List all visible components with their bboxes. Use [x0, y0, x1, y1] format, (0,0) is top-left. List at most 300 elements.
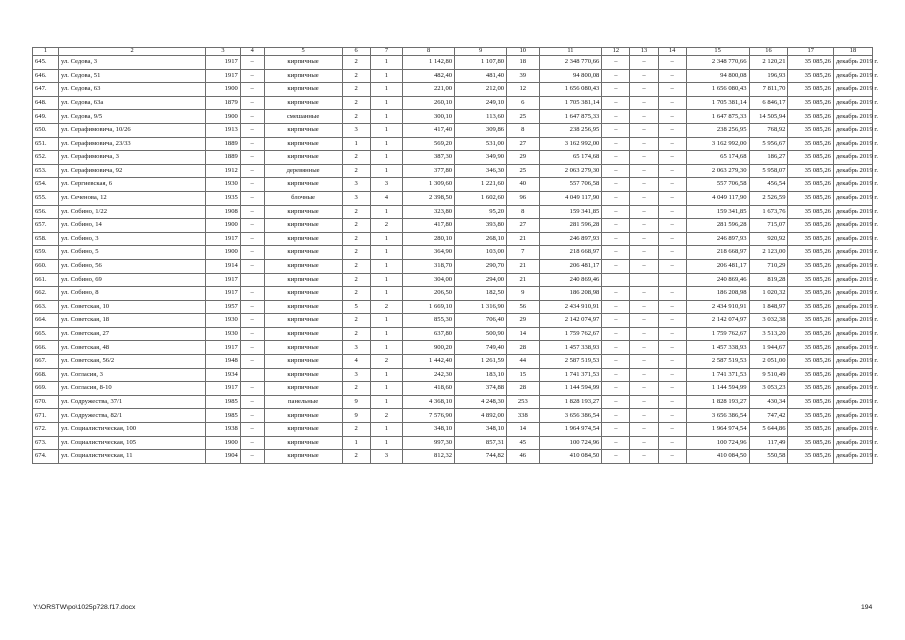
table-cell-col-5: кирпичные: [264, 273, 342, 287]
table-cell-col-8: 1 309,60: [403, 178, 455, 192]
table-cell-col-2: ул. Седова, 63а: [58, 96, 205, 110]
table-cell-col-18: декабрь 2019 г.: [833, 341, 872, 355]
table-cell-col-4: –: [240, 191, 264, 205]
table-cell-col-9: 290,70: [455, 259, 507, 273]
table-cell-col-8: 387,30: [403, 151, 455, 165]
table-cell-col-12: –: [602, 151, 630, 165]
table-cell-col-15: 4 049 117,90: [686, 191, 749, 205]
table-header: [33, 48, 873, 56]
table-cell-col-11: 159 341,85: [539, 205, 602, 219]
table-cell-col-9: 268,10: [455, 232, 507, 246]
table-cell-col-16: 715,07: [749, 219, 788, 233]
table-cell-col-14: –: [658, 110, 686, 124]
table-cell-col-7: 1: [370, 273, 402, 287]
table-cell-col-17: 35 085,26: [788, 287, 833, 301]
table-cell-col-10: 25: [507, 164, 539, 178]
table-cell-col-18: декабрь 2019 г.: [833, 69, 872, 83]
table-cell-col-15: 557 706,58: [686, 178, 749, 192]
table-cell-col-16: 1 848,97: [749, 300, 788, 314]
table-cell-col-2: ул. Советская, 48: [58, 341, 205, 355]
table-cell-col-8: 323,80: [403, 205, 455, 219]
table-cell-col-14: –: [658, 300, 686, 314]
table-cell-col-6: 1: [342, 436, 370, 450]
table-cell-col-13: –: [630, 355, 658, 369]
table-cell-col-2: ул. Седова, 9/5: [58, 110, 205, 124]
table-cell-col-14: –: [658, 246, 686, 260]
table-cell-col-11: 2 063 279,30: [539, 164, 602, 178]
table-cell-col-9: 706,40: [455, 314, 507, 328]
table-cell-col-11: 94 800,08: [539, 69, 602, 83]
table-cell-col-4: –: [240, 314, 264, 328]
table-cell-col-1: 660.: [33, 259, 59, 273]
table-cell-col-2: ул. Советская, 56/2: [58, 355, 205, 369]
table-cell-col-5: кирпичные: [264, 205, 342, 219]
table-cell-col-9: 249,10: [455, 96, 507, 110]
table-cell-col-3: 1879: [206, 96, 241, 110]
table-row: [33, 219, 873, 233]
table-cell-col-14: –: [658, 56, 686, 70]
table-cell-col-17: 35 085,26: [788, 341, 833, 355]
table-cell-col-6: 3: [342, 123, 370, 137]
table-cell-col-18: декабрь 2019 г.: [833, 314, 872, 328]
table-cell-col-5: кирпичные: [264, 56, 342, 70]
table-row: [33, 205, 873, 219]
table-cell-col-5: кирпичные: [264, 382, 342, 396]
table-cell-col-2: ул. Собино, 5: [58, 246, 205, 260]
table-cell-col-16: 2 051,00: [749, 355, 788, 369]
table-cell-col-7: 1: [370, 368, 402, 382]
table-cell-col-12: [602, 273, 630, 287]
table-cell-col-8: 280,10: [403, 232, 455, 246]
table-cell-col-13: [630, 273, 658, 287]
table-cell-col-15: 246 897,93: [686, 232, 749, 246]
table-cell-col-14: –: [658, 409, 686, 423]
table-cell-col-1: 657.: [33, 219, 59, 233]
table-cell-col-4: –: [240, 327, 264, 341]
table-cell-col-4: [240, 368, 264, 382]
table-cell-col-8: 1 142,80: [403, 56, 455, 70]
table-cell-col-17: 35 085,26: [788, 191, 833, 205]
table-cell-col-15: 1 964 974,54: [686, 423, 749, 437]
table-cell-col-3: 1889: [206, 151, 241, 165]
table-cell-col-10: 29: [507, 314, 539, 328]
table-cell-col-11: 238 256,95: [539, 123, 602, 137]
table-cell-col-11: 2 587 519,53: [539, 355, 602, 369]
table-cell-col-5: кирпичные: [264, 137, 342, 151]
table-cell-col-14: –: [658, 137, 686, 151]
table-cell-col-16: 196,93: [749, 69, 788, 83]
table-cell-col-18: декабрь 2019 г.: [833, 151, 872, 165]
table-cell-col-11: 3 162 992,00: [539, 137, 602, 151]
table-cell-col-8: 417,80: [403, 219, 455, 233]
table-cell-col-9: 857,31: [455, 436, 507, 450]
table-cell-col-1: 667.: [33, 355, 59, 369]
table-cell-col-11: 1 656 080,43: [539, 83, 602, 97]
table-cell-col-12: –: [602, 205, 630, 219]
table-cell-col-13: –: [630, 83, 658, 97]
table-cell-col-6: 2: [342, 314, 370, 328]
table-cell-col-12: –: [602, 178, 630, 192]
table-cell-col-12: –: [602, 110, 630, 124]
table-row: [33, 178, 873, 192]
table-cell-col-10: 46: [507, 450, 539, 464]
table-cell-col-11: 410 084,50: [539, 450, 602, 464]
table-cell-col-7: 2: [370, 355, 402, 369]
table-cell-col-12: –: [602, 395, 630, 409]
table-cell-col-8: 300,10: [403, 110, 455, 124]
table-cell-col-4: –: [240, 178, 264, 192]
table-cell-col-13: –: [630, 96, 658, 110]
table-cell-col-1: 674.: [33, 450, 59, 464]
table-cell-col-15: 94 800,08: [686, 69, 749, 83]
table-cell-col-3: 1908: [206, 205, 241, 219]
table-cell-col-4: –: [240, 300, 264, 314]
table-cell-col-7: 1: [370, 151, 402, 165]
table-cell-col-8: 418,60: [403, 382, 455, 396]
table-cell-col-13: –: [630, 287, 658, 301]
table-cell-col-12: –: [602, 164, 630, 178]
table-row: [33, 246, 873, 260]
table-cell-col-12: –: [602, 137, 630, 151]
table-cell-col-14: –: [658, 259, 686, 273]
table-cell-col-6: 2: [342, 450, 370, 464]
table-cell-col-10: 15: [507, 368, 539, 382]
table-cell-col-11: 1 741 371,53: [539, 368, 602, 382]
table-cell-col-3: 1948: [206, 355, 241, 369]
table-cell-col-7: 1: [370, 246, 402, 260]
table-cell-col-18: декабрь 2019 г.: [833, 327, 872, 341]
table-cell-col-17: 35 085,26: [788, 382, 833, 396]
table-cell-col-6: 2: [342, 164, 370, 178]
table-cell-col-5: кирпичные: [264, 450, 342, 464]
table-cell-col-6: 2: [342, 96, 370, 110]
table-cell-col-13: –: [630, 314, 658, 328]
table-cell-col-7: 1: [370, 69, 402, 83]
table-cell-col-18: декабрь 2019 г.: [833, 355, 872, 369]
table-cell-col-15: 1 144 594,99: [686, 382, 749, 396]
table-cell-col-17: 35 085,26: [788, 178, 833, 192]
housing-registry-table: [32, 47, 879, 464]
table-cell-col-8: 637,80: [403, 327, 455, 341]
table-cell-col-2: ул. Сеченова, 12: [58, 191, 205, 205]
table-cell-col-12: –: [602, 287, 630, 301]
table-cell-col-15: 238 256,95: [686, 123, 749, 137]
table-cell-col-3: 1917: [206, 69, 241, 83]
table-cell-col-10: 27: [507, 137, 539, 151]
table-row: [33, 300, 873, 314]
table-cell-col-9: 182,50: [455, 287, 507, 301]
table-cell-col-2: ул. Собино, 3: [58, 232, 205, 246]
table-cell-col-8: 304,00: [403, 273, 455, 287]
table-cell-col-6: 5: [342, 300, 370, 314]
table-cell-col-12: –: [602, 69, 630, 83]
table-cell-col-2: ул. Собино, 14: [58, 219, 205, 233]
table-cell-col-13: –: [630, 395, 658, 409]
column-header-5: 5: [264, 48, 342, 56]
table-cell-col-18: декабрь 2019 г.: [833, 232, 872, 246]
column-header-3: 3: [206, 48, 241, 56]
table-cell-col-15: 1 656 080,43: [686, 83, 749, 97]
table-cell-col-13: –: [630, 56, 658, 70]
table-cell-col-6: 2: [342, 110, 370, 124]
table-cell-col-10: 21: [507, 259, 539, 273]
column-header-7: 7: [370, 48, 402, 56]
table-cell-col-15: 1 828 193,27: [686, 395, 749, 409]
table-cell-col-4: –: [240, 110, 264, 124]
table-cell-col-7: 1: [370, 56, 402, 70]
table-cell-col-5: кирпичные: [264, 259, 342, 273]
table-cell-col-13: –: [630, 368, 658, 382]
table-cell-col-7: 1: [370, 83, 402, 97]
table-cell-col-4: –: [240, 219, 264, 233]
table-cell-col-11: 4 049 117,90: [539, 191, 602, 205]
table-cell-col-11: 1 759 762,67: [539, 327, 602, 341]
table-cell-col-18: декабрь 2019 г.: [833, 436, 872, 450]
table-cell-col-3: 1917: [206, 273, 241, 287]
table-cell-col-6: 2: [342, 423, 370, 437]
table-cell-col-1: 670.: [33, 395, 59, 409]
table-cell-col-5: блочные: [264, 191, 342, 205]
table-cell-col-13: –: [630, 341, 658, 355]
table-cell-col-3: 1917: [206, 382, 241, 396]
table-cell-col-1: 673.: [33, 436, 59, 450]
table-cell-col-18: декабрь 2019 г.: [833, 273, 872, 287]
table-cell-col-11: 3 656 386,54: [539, 409, 602, 423]
table-cell-col-14: –: [658, 232, 686, 246]
table-cell-col-17: 35 085,26: [788, 395, 833, 409]
table-cell-col-6: 3: [342, 191, 370, 205]
column-header-15: 15: [686, 48, 749, 56]
table-cell-col-3: 1914: [206, 259, 241, 273]
table-cell-col-16: 7 811,70: [749, 83, 788, 97]
table-row: [33, 83, 873, 97]
table-cell-col-13: –: [630, 137, 658, 151]
table-cell-col-1: 655.: [33, 191, 59, 205]
table-cell-col-18: декабрь 2019 г.: [833, 368, 872, 382]
table-row: [33, 341, 873, 355]
table-cell-col-9: 348,10: [455, 423, 507, 437]
table-cell-col-6: 9: [342, 395, 370, 409]
table-cell-col-9: 481,40: [455, 69, 507, 83]
table-cell-col-18: декабрь 2019 г.: [833, 246, 872, 260]
table-cell-col-16: 9 510,49: [749, 368, 788, 382]
table-cell-col-2: ул. Содружества, 37/1: [58, 395, 205, 409]
table-cell-col-7: 1: [370, 110, 402, 124]
table-cell-col-7: 3: [370, 450, 402, 464]
table-cell-col-18: декабрь 2019 г.: [833, 83, 872, 97]
table-cell-col-18: декабрь 2019 г.: [833, 300, 872, 314]
table-cell-col-18: декабрь 2019 г.: [833, 191, 872, 205]
table-cell-col-1: 646.: [33, 69, 59, 83]
table-cell-col-6: 2: [342, 56, 370, 70]
table-cell-col-15: 3 162 992,00: [686, 137, 749, 151]
table-cell-col-9: 309,86: [455, 123, 507, 137]
table-cell-col-12: –: [602, 368, 630, 382]
table-cell-col-18: декабрь 2019 г.: [833, 259, 872, 273]
table-cell-col-3: 1889: [206, 137, 241, 151]
table-cell-col-3: 1930: [206, 314, 241, 328]
table-cell-col-14: –: [658, 327, 686, 341]
column-number-row: [33, 48, 873, 56]
table-cell-col-11: 218 668,97: [539, 246, 602, 260]
column-header-17: 17: [788, 48, 833, 56]
table-cell-col-5: кирпичные: [264, 178, 342, 192]
table-cell-col-10: 28: [507, 341, 539, 355]
table-cell-col-13: –: [630, 232, 658, 246]
table-cell-col-2: ул. Серафимовича, 10/26: [58, 123, 205, 137]
table-cell-col-16: 1 944,67: [749, 341, 788, 355]
table-cell-col-8: 1 442,40: [403, 355, 455, 369]
table-cell-col-1: 669.: [33, 382, 59, 396]
table-cell-col-3: 1985: [206, 409, 241, 423]
table-cell-col-12: –: [602, 83, 630, 97]
table-cell-col-9: 393,80: [455, 219, 507, 233]
table-cell-col-9: 95,20: [455, 205, 507, 219]
table-cell-col-10: 25: [507, 110, 539, 124]
table-cell-col-17: 35 085,26: [788, 164, 833, 178]
table-cell-col-4: –: [240, 96, 264, 110]
table-cell-col-4: –: [240, 409, 264, 423]
table-cell-col-8: 7 576,90: [403, 409, 455, 423]
table-cell-col-18: декабрь 2019 г.: [833, 110, 872, 124]
table-cell-col-4: –: [240, 341, 264, 355]
table-cell-col-17: 35 085,26: [788, 56, 833, 70]
table-cell-col-7: 1: [370, 123, 402, 137]
table-cell-col-8: 900,20: [403, 341, 455, 355]
table-cell-col-4: –: [240, 450, 264, 464]
table-cell-col-2: ул. Серафимовича, 3: [58, 151, 205, 165]
table-cell-col-15: 3 656 386,54: [686, 409, 749, 423]
table-cell-col-14: –: [658, 83, 686, 97]
table-cell-col-10: 8: [507, 123, 539, 137]
table-cell-col-5: деревянные: [264, 164, 342, 178]
table-cell-col-3: 1930: [206, 327, 241, 341]
table-cell-col-8: 348,10: [403, 423, 455, 437]
table-cell-col-15: 240 869,46: [686, 273, 749, 287]
table-cell-col-6: 2: [342, 246, 370, 260]
table-cell-col-16: 6 846,17: [749, 96, 788, 110]
table-row: [33, 355, 873, 369]
table-cell-col-17: 35 085,26: [788, 232, 833, 246]
table-cell-col-6: 9: [342, 409, 370, 423]
table-cell-col-10: 29: [507, 151, 539, 165]
table-cell-col-17: 35 085,26: [788, 151, 833, 165]
table-cell-col-10: 96: [507, 191, 539, 205]
table-cell-col-9: 294,00: [455, 273, 507, 287]
table-cell-col-5: кирпичные: [264, 151, 342, 165]
table-row: [33, 232, 873, 246]
table-cell-col-2: ул. Сергиевская, 6: [58, 178, 205, 192]
table-cell-col-11: 186 208,98: [539, 287, 602, 301]
table-cell-col-9: 183,10: [455, 368, 507, 382]
table-cell-col-1: 648.: [33, 96, 59, 110]
table-cell-col-9: 212,00: [455, 83, 507, 97]
table-cell-col-6: 1: [342, 137, 370, 151]
table-cell-col-10: 14: [507, 423, 539, 437]
table-cell-col-5: кирпичные: [264, 232, 342, 246]
table-cell-col-2: ул. Серафимовича, 23/33: [58, 137, 205, 151]
table-row: [33, 327, 873, 341]
table-cell-col-12: –: [602, 341, 630, 355]
table-cell-col-4: –: [240, 355, 264, 369]
table-cell-col-11: 1 828 193,27: [539, 395, 602, 409]
column-header-4: 4: [240, 48, 264, 56]
table-cell-col-16: 819,28: [749, 273, 788, 287]
table-cell-col-17: 35 085,26: [788, 137, 833, 151]
table-cell-col-6: 2: [342, 219, 370, 233]
table-cell-col-3: 1900: [206, 436, 241, 450]
table-cell-col-9: 1 107,80: [455, 56, 507, 70]
table-cell-col-16: 1 020,32: [749, 287, 788, 301]
table-cell-col-10: 27: [507, 219, 539, 233]
table-cell-col-10: 253: [507, 395, 539, 409]
table-cell-col-18: декабрь 2019 г.: [833, 178, 872, 192]
table-cell-col-10: 18: [507, 56, 539, 70]
table-cell-col-1: 668.: [33, 368, 59, 382]
table-cell-col-12: –: [602, 219, 630, 233]
table-cell-col-18: декабрь 2019 г.: [833, 409, 872, 423]
table-cell-col-5: кирпичные: [264, 368, 342, 382]
table-cell-col-4: –: [240, 259, 264, 273]
table-cell-col-14: –: [658, 382, 686, 396]
table-cell-col-1: 664.: [33, 314, 59, 328]
table-cell-col-1: 665.: [33, 327, 59, 341]
table-cell-col-7: 2: [370, 409, 402, 423]
table-cell-col-6: 2: [342, 287, 370, 301]
table-cell-col-17: 35 085,26: [788, 246, 833, 260]
table-row: [33, 164, 873, 178]
table-cell-col-12: –: [602, 436, 630, 450]
table-cell-col-10: 56: [507, 300, 539, 314]
table-cell-col-6: 2: [342, 205, 370, 219]
table-cell-col-6: 4: [342, 355, 370, 369]
table-cell-col-15: 281 596,28: [686, 219, 749, 233]
table-cell-col-2: ул. Социалистическая, 11: [58, 450, 205, 464]
table-cell-col-15: 100 724,96: [686, 436, 749, 450]
table-cell-col-1: 651.: [33, 137, 59, 151]
table-cell-col-13: –: [630, 123, 658, 137]
table-cell-col-7: 2: [370, 219, 402, 233]
table-cell-col-14: –: [658, 341, 686, 355]
table-cell-col-16: 710,29: [749, 259, 788, 273]
table-cell-col-2: ул. Согласия, 8-10: [58, 382, 205, 396]
footer-file-path: Y:\ORSTW\po\1025p728.f17.docx: [33, 604, 136, 611]
table-cell-col-1: 649.: [33, 110, 59, 124]
table-cell-col-4: –: [240, 56, 264, 70]
table-cell-col-2: ул. Социалистическая, 105: [58, 436, 205, 450]
table-cell-col-4: –: [240, 423, 264, 437]
table-cell-col-17: 35 085,26: [788, 83, 833, 97]
table-cell-col-18: декабрь 2019 г.: [833, 382, 872, 396]
table-cell-col-13: –: [630, 423, 658, 437]
table-cell-col-13: –: [630, 164, 658, 178]
table-cell-col-15: 65 174,68: [686, 151, 749, 165]
table-cell-col-14: –: [658, 164, 686, 178]
table-cell-col-17: 35 085,26: [788, 273, 833, 287]
table-cell-col-11: 246 897,93: [539, 232, 602, 246]
table-cell-col-14: [658, 273, 686, 287]
table-cell-col-15: 186 208,98: [686, 287, 749, 301]
column-header-10: 10: [507, 48, 539, 56]
table-cell-col-10: 8: [507, 205, 539, 219]
table-row: [33, 56, 873, 70]
table-cell-col-6: 2: [342, 327, 370, 341]
table-cell-col-7: 1: [370, 259, 402, 273]
table-cell-col-18: декабрь 2019 г.: [833, 56, 872, 70]
table-cell-col-15: 2 348 770,66: [686, 56, 749, 70]
table-cell-col-14: –: [658, 69, 686, 83]
column-header-12: 12: [602, 48, 630, 56]
